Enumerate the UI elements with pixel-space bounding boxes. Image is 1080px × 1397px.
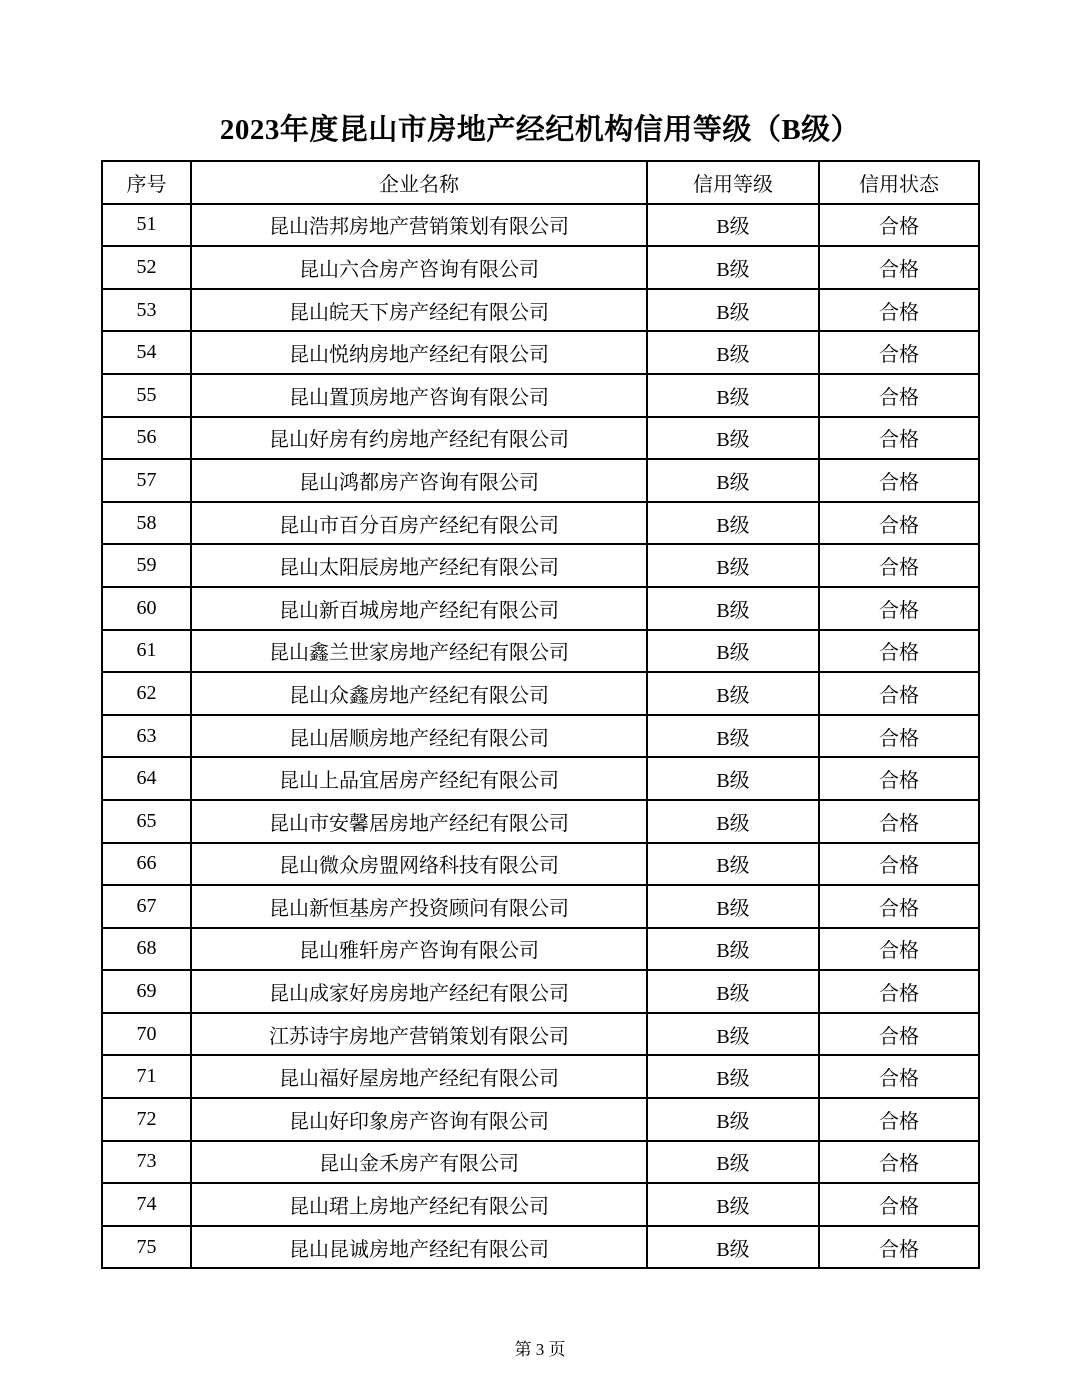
row-credit-status: 合格 [819, 289, 979, 332]
table-row [102, 970, 979, 1013]
row-serial-number: 63 [102, 715, 191, 758]
row-credit-rating: B级 [647, 672, 819, 715]
row-credit-status: 合格 [819, 928, 979, 971]
row-credit-status: 合格 [819, 1226, 979, 1269]
row-company-name: 昆山昆诚房地产经纪有限公司 [191, 1226, 647, 1269]
row-company-name: 昆山新恒基房产投资顾问有限公司 [191, 885, 647, 928]
row-serial-number: 75 [102, 1226, 191, 1269]
row-serial-number: 72 [102, 1098, 191, 1141]
row-credit-status: 合格 [819, 672, 979, 715]
row-credit-status: 合格 [819, 246, 979, 289]
row-credit-status: 合格 [819, 502, 979, 545]
row-serial-number: 68 [102, 928, 191, 971]
row-credit-rating: B级 [647, 928, 819, 971]
row-serial-number: 57 [102, 459, 191, 502]
row-credit-rating: B级 [647, 1183, 819, 1226]
row-credit-rating: B级 [647, 502, 819, 545]
table-row [102, 843, 979, 886]
row-credit-rating: B级 [647, 204, 819, 247]
row-credit-status: 合格 [819, 970, 979, 1013]
row-serial-number: 60 [102, 587, 191, 630]
row-credit-rating: B级 [647, 1226, 819, 1269]
row-serial-number: 69 [102, 970, 191, 1013]
row-serial-number: 66 [102, 843, 191, 886]
page-number: 第 3 页 [514, 1340, 566, 1359]
row-credit-status: 合格 [819, 374, 979, 417]
row-credit-status: 合格 [819, 544, 979, 587]
row-company-name: 昆山新百城房地产经纪有限公司 [191, 587, 647, 630]
row-credit-status: 合格 [819, 1013, 979, 1056]
row-company-name: 昆山市百分百房产经纪有限公司 [191, 502, 647, 545]
table-row [102, 1183, 979, 1226]
row-credit-rating: B级 [647, 1098, 819, 1141]
row-company-name: 昆山鑫兰世家房地产经纪有限公司 [191, 630, 647, 673]
row-serial-number: 61 [102, 630, 191, 673]
row-company-name: 昆山微众房盟网络科技有限公司 [191, 843, 647, 886]
row-serial-number: 74 [102, 1183, 191, 1226]
table-row [102, 800, 979, 843]
row-serial-number: 54 [102, 331, 191, 374]
row-company-name: 昆山悦纳房地产经纪有限公司 [191, 331, 647, 374]
table-row [102, 587, 979, 630]
row-serial-number: 52 [102, 246, 191, 289]
row-company-name: 昆山居顺房地产经纪有限公司 [191, 715, 647, 758]
header-credit-rating: 信用等级 [647, 161, 819, 204]
table-row [102, 544, 979, 587]
row-company-name: 昆山上品宜居房产经纪有限公司 [191, 757, 647, 800]
table-row [102, 331, 979, 374]
row-credit-rating: B级 [647, 1055, 819, 1098]
row-credit-status: 合格 [819, 800, 979, 843]
row-serial-number: 73 [102, 1141, 191, 1184]
table-row [102, 715, 979, 758]
row-serial-number: 62 [102, 672, 191, 715]
row-credit-status: 合格 [819, 459, 979, 502]
row-credit-rating: B级 [647, 587, 819, 630]
row-serial-number: 71 [102, 1055, 191, 1098]
row-credit-rating: B级 [647, 459, 819, 502]
row-credit-rating: B级 [647, 1141, 819, 1184]
row-credit-rating: B级 [647, 289, 819, 332]
row-company-name: 昆山众鑫房地产经纪有限公司 [191, 672, 647, 715]
row-credit-rating: B级 [647, 630, 819, 673]
row-serial-number: 65 [102, 800, 191, 843]
row-credit-rating: B级 [647, 885, 819, 928]
row-company-name: 昆山珺上房地产经纪有限公司 [191, 1183, 647, 1226]
table-row [102, 417, 979, 460]
row-credit-status: 合格 [819, 715, 979, 758]
row-credit-status: 合格 [819, 1183, 979, 1226]
row-serial-number: 58 [102, 502, 191, 545]
table-row [102, 502, 979, 545]
row-company-name: 昆山鸿都房产咨询有限公司 [191, 459, 647, 502]
row-company-name: 江苏诗宇房地产营销策划有限公司 [191, 1013, 647, 1056]
row-credit-rating: B级 [647, 331, 819, 374]
row-credit-status: 合格 [819, 417, 979, 460]
table-row [102, 374, 979, 417]
row-company-name: 昆山成家好房房地产经纪有限公司 [191, 970, 647, 1013]
row-credit-rating: B级 [647, 1013, 819, 1056]
row-serial-number: 59 [102, 544, 191, 587]
row-company-name: 昆山金禾房产有限公司 [191, 1141, 647, 1184]
table-row [102, 246, 979, 289]
row-serial-number: 56 [102, 417, 191, 460]
row-credit-status: 合格 [819, 587, 979, 630]
row-serial-number: 53 [102, 289, 191, 332]
row-company-name: 昆山太阳辰房地产经纪有限公司 [191, 544, 647, 587]
row-serial-number: 55 [102, 374, 191, 417]
table-row [102, 885, 979, 928]
table-row [102, 1098, 979, 1141]
table-row [102, 459, 979, 502]
row-serial-number: 51 [102, 204, 191, 247]
row-serial-number: 70 [102, 1013, 191, 1056]
table-row [102, 289, 979, 332]
header-serial-number: 序号 [102, 161, 191, 204]
table-row [102, 204, 979, 247]
row-credit-rating: B级 [647, 374, 819, 417]
table-row [102, 1141, 979, 1184]
row-company-name: 昆山好印象房产咨询有限公司 [191, 1098, 647, 1141]
table-body [102, 204, 979, 1269]
credit-rating-table [101, 160, 980, 1269]
row-serial-number: 64 [102, 757, 191, 800]
table-row [102, 1055, 979, 1098]
row-company-name: 昆山市安馨居房地产经纪有限公司 [191, 800, 647, 843]
row-credit-rating: B级 [647, 800, 819, 843]
row-credit-status: 合格 [819, 885, 979, 928]
row-credit-rating: B级 [647, 246, 819, 289]
row-credit-status: 合格 [819, 1098, 979, 1141]
header-credit-status: 信用状态 [819, 161, 979, 204]
row-credit-status: 合格 [819, 204, 979, 247]
row-company-name: 昆山浩邦房地产营销策划有限公司 [191, 204, 647, 247]
row-company-name: 昆山雅轩房产咨询有限公司 [191, 928, 647, 971]
row-company-name: 昆山六合房产咨询有限公司 [191, 246, 647, 289]
row-credit-rating: B级 [647, 843, 819, 886]
row-credit-status: 合格 [819, 1055, 979, 1098]
header-company-name: 企业名称 [191, 161, 647, 204]
row-credit-status: 合格 [819, 630, 979, 673]
row-company-name: 昆山皖天下房产经纪有限公司 [191, 289, 647, 332]
row-credit-rating: B级 [647, 970, 819, 1013]
table-header-row [102, 161, 979, 204]
row-company-name: 昆山好房有约房地产经纪有限公司 [191, 417, 647, 460]
table-row [102, 630, 979, 673]
row-credit-status: 合格 [819, 843, 979, 886]
row-credit-rating: B级 [647, 417, 819, 460]
page-title: 2023年度昆山市房地产经纪机构信用等级（B级） [219, 114, 861, 146]
row-credit-status: 合格 [819, 1141, 979, 1184]
row-company-name: 昆山置顶房地产咨询有限公司 [191, 374, 647, 417]
table-row [102, 757, 979, 800]
row-company-name: 昆山福好屋房地产经纪有限公司 [191, 1055, 647, 1098]
row-credit-status: 合格 [819, 757, 979, 800]
table-row [102, 1226, 979, 1269]
row-serial-number: 67 [102, 885, 191, 928]
row-credit-status: 合格 [819, 331, 979, 374]
table-row [102, 672, 979, 715]
row-credit-rating: B级 [647, 757, 819, 800]
table-row [102, 928, 979, 971]
row-credit-rating: B级 [647, 544, 819, 587]
row-credit-rating: B级 [647, 715, 819, 758]
table-row [102, 1013, 979, 1056]
